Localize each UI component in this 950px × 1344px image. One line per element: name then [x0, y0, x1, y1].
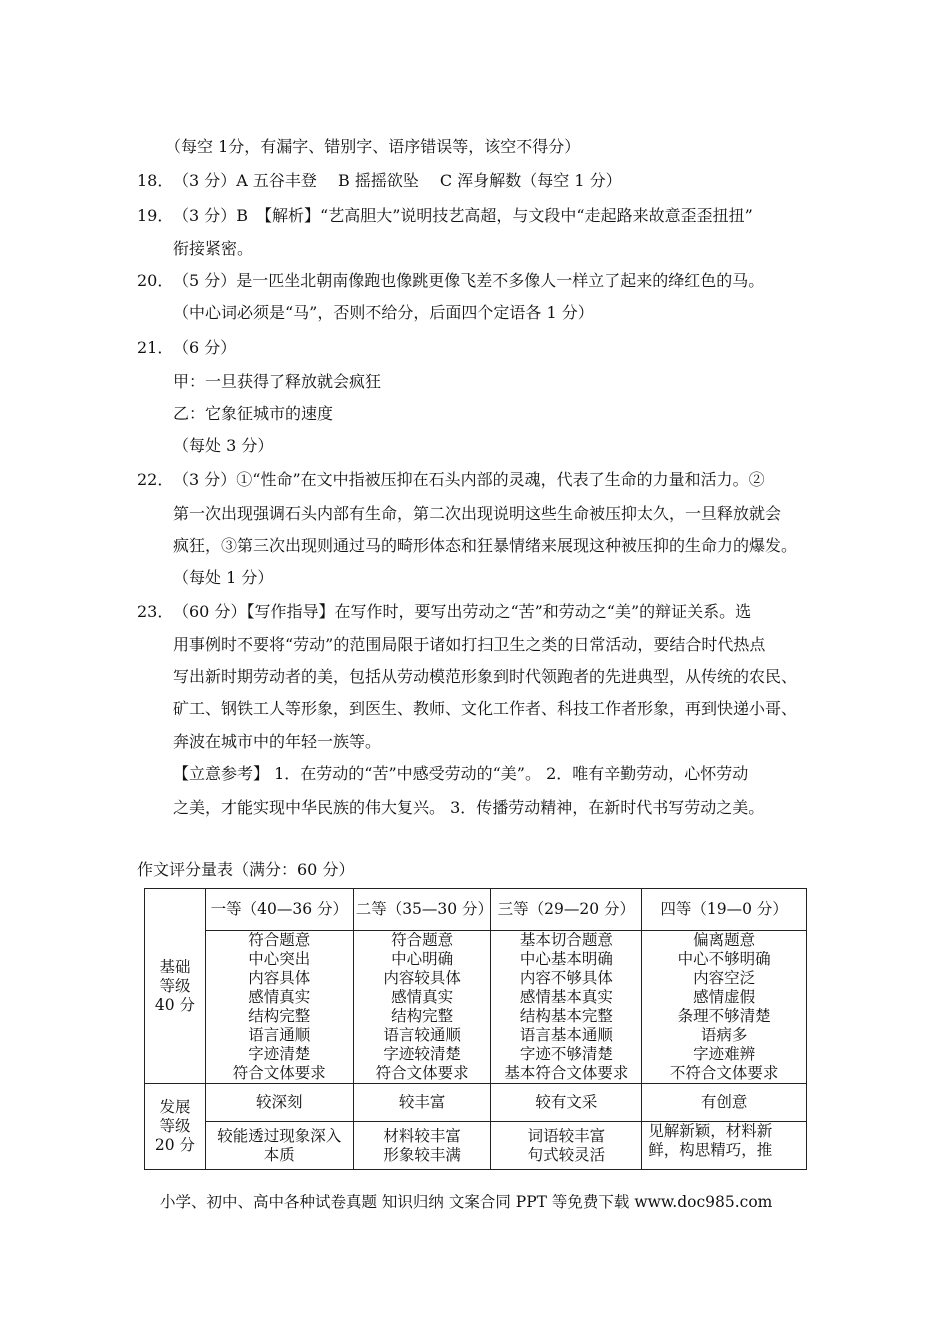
question-number-19: 19．	[137, 206, 174, 225]
basic-label-line2: 等级	[159, 976, 191, 995]
header-grade-2: 二等（35—30 分）	[353, 889, 491, 931]
criterion: 符合题意	[248, 931, 311, 949]
dev-grade-2: 较丰富	[353, 1084, 491, 1122]
question-number-20: 20．	[137, 271, 174, 290]
answer-23-line3: 写出新时期劳动者的美，包括从劳动模范形象到时代领跑者的先进典型，从传统的农民、	[173, 667, 798, 686]
criterion: 基本符合文体要求	[504, 1064, 629, 1082]
basic-label-cell	[145, 889, 206, 1084]
criterion: 符合题意	[391, 931, 454, 949]
answer-21-line2: 甲：一旦获得了释放就会疯狂	[173, 372, 382, 391]
criterion: 中心基本明确	[519, 950, 613, 968]
answer-23-line1: （60 分）【写作指导】在写作时，要写出劳动之“苦”和劳动之“美”的辩证关系。选	[173, 602, 752, 621]
basic-criteria-grade-3	[491, 931, 642, 1084]
criterion: 字迹清楚	[248, 1045, 311, 1063]
criterion: 结构完整	[391, 1007, 454, 1025]
criterion: 中心不够明确	[677, 950, 771, 968]
criterion: 中心突出	[248, 950, 311, 968]
criterion: 语言基本通顺	[519, 1026, 613, 1044]
criterion: 感情真实	[391, 988, 454, 1006]
answer-22-line2: 第一次出现强调石头内部有生命，第二次出现说明这些生命被压抑太久，一旦释放就会	[173, 504, 782, 523]
basic-criteria-grade-4	[642, 931, 807, 1084]
answer-22-line1: （3 分）①“性命”在文中指被压抑在石头内部的灵魂，代表了生命的力量和活力。②	[173, 470, 765, 489]
answer-22-line3: 疯狂，③第三次出现则通过马的畸形体态和狂暴情绪来展现这种被压抑的生命力的爆发。	[173, 536, 798, 555]
table-title: 作文评分量表（满分：60 分）	[137, 860, 355, 879]
question-number-18: 18．	[137, 171, 174, 190]
dev-detail-grade-3: 词语较丰富 句式较灵活	[491, 1122, 642, 1170]
criterion: 内容空泛	[693, 969, 756, 987]
criterion: 符合文体要求	[375, 1064, 469, 1082]
answer-18: （3 分）A 五谷丰登 B 摇摇欲坠 C 浑身解数（每空 1 分）	[173, 171, 622, 190]
answer-21-line1: （6 分）	[173, 338, 237, 357]
scoring-note: （每空 1分，有漏字、错别字、语序错误等，该空不得分）	[165, 137, 581, 156]
header-grade-3: 三等（29—20 分）	[491, 889, 642, 931]
footer-text: 小学、初中、高中各种试卷真题 知识归纳 文案合同 PPT 等免费下载 www.doc985.com	[160, 1193, 773, 1211]
basic-criteria-grade-1	[205, 931, 353, 1084]
dev-detail-grade-1: 较能透过现象深入本质	[205, 1122, 353, 1170]
criterion: 基本切合题意	[519, 931, 613, 949]
answer-20-line1: （5 分）是一匹坐北朝南像跑也像跳更像飞差不多像人一样立了起来的绛红色的马。	[173, 271, 765, 290]
answer-19-line2: 衔接紧密。	[173, 239, 254, 258]
question-number-21: 21．	[137, 338, 174, 357]
criterion: 不符合文体要求	[669, 1064, 779, 1082]
criterion: 中心明确	[391, 950, 454, 968]
dev-label-line1: 发展	[159, 1098, 191, 1116]
dev-label-cell	[145, 1084, 206, 1170]
criterion: 感情真实	[248, 988, 311, 1006]
answer-23-line7: 之美，才能实现中华民族的伟大复兴。 3．传播劳动精神，在新时代书写劳动之美。	[173, 798, 765, 817]
scoring-table	[144, 888, 807, 1170]
criterion: 语病多	[700, 1026, 748, 1044]
dev-label-line3: 20 分	[154, 1136, 196, 1154]
criterion: 内容较具体	[383, 969, 461, 987]
header-grade-4: 四等（19—0 分）	[642, 889, 807, 931]
criterion: 符合文体要求	[232, 1064, 326, 1082]
answer-20-line2: （中心词必须是“马”，否则不给分，后面四个定语各 1 分）	[173, 303, 594, 322]
header-grade-1: 一等（40—36 分）	[205, 889, 353, 931]
answer-21-line3: 乙：它象征城市的速度	[173, 404, 334, 423]
criterion: 内容不够具体	[519, 969, 613, 987]
dev-detail-grade-4: 见解新颖，材料新鲜，构思精巧，推	[642, 1122, 807, 1170]
criterion: 字迹不够清楚	[519, 1045, 613, 1063]
header-row	[145, 889, 807, 931]
answer-23-line2: 用事例时不要将“劳动”的范围局限于诸如打扫卫生之类的日常活动，要结合时代热点	[173, 635, 766, 654]
dev-grade-3: 较有文采	[491, 1084, 642, 1122]
dev-row-1	[145, 1084, 807, 1122]
criterion: 字迹较清楚	[383, 1045, 461, 1063]
criterion: 结构基本完整	[519, 1007, 613, 1025]
answer-23-line4: 矿工、钢铁工人等形象，到医生、教师、文化工作者、科技工作者形象，再到快递小哥、	[173, 699, 798, 718]
basic-label-line3: 40 分	[154, 995, 196, 1014]
criterion: 条理不够清楚	[677, 1007, 771, 1025]
criterion: 结构完整	[248, 1007, 311, 1025]
dev-label-line2: 等级	[159, 1117, 191, 1135]
criterion: 字迹难辨	[693, 1045, 756, 1063]
criterion: 感情基本真实	[519, 988, 613, 1006]
answer-22-line4: （每处 1 分）	[173, 568, 274, 587]
question-number-23: 23．	[137, 602, 174, 621]
criterion: 偏离题意	[693, 931, 756, 949]
question-number-22: 22．	[137, 470, 174, 489]
answer-23-line5: 奔波在城市中的年轻一族等。	[173, 732, 382, 751]
answer-19-line1: （3 分）B 【解析】“艺高胆大”说明技艺高超，与文段中“走起路来故意歪歪扭扭”	[173, 206, 753, 225]
dev-grade-4: 有创意	[642, 1084, 807, 1122]
criterion: 感情虚假	[693, 988, 756, 1006]
dev-detail-grade-2: 材料较丰富 形象较丰满	[353, 1122, 491, 1170]
basic-criteria-grade-2	[353, 931, 491, 1084]
dev-row-2	[145, 1122, 807, 1170]
basic-label-line1: 基础	[159, 957, 191, 976]
criterion: 语言较通顺	[383, 1026, 461, 1044]
criterion: 语言通顺	[248, 1026, 311, 1044]
dev-grade-1: 较深刻	[205, 1084, 353, 1122]
answer-23-line6: 【立意参考】 1．在劳动的“苦”中感受劳动的“美”。 2．唯有辛勤劳动，心怀劳动	[173, 764, 749, 783]
basic-row	[145, 931, 807, 1084]
criterion: 内容具体	[248, 969, 311, 987]
answer-21-line4: （每处 3 分）	[173, 436, 274, 455]
